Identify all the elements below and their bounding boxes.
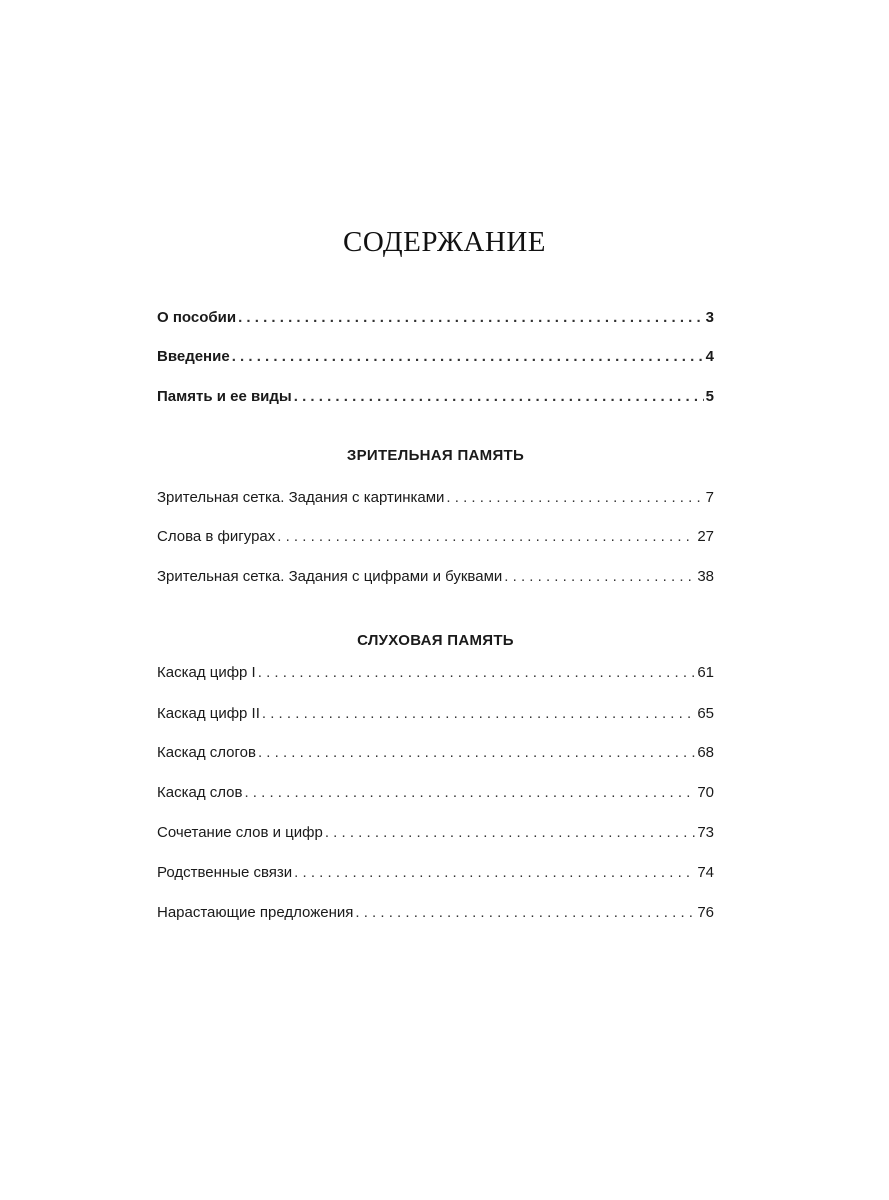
toc-entry-label: Каскад слов: [157, 784, 243, 801]
toc-entry-label: Каскад слогов: [157, 744, 256, 761]
dot-leader: [277, 526, 695, 548]
toc-entry-page: 70: [697, 784, 714, 801]
dot-leader: [294, 386, 704, 408]
toc-entry-label: Сочетание слов и цифр: [157, 824, 323, 841]
toc-entry-page: 27: [697, 528, 714, 545]
toc-entry-page: 3: [705, 309, 714, 326]
toc-entry-label: Слова в фигурах: [157, 528, 276, 545]
toc-entry[interactable]: [157, 782, 714, 804]
toc-entry[interactable]: [157, 487, 714, 509]
toc-entry[interactable]: [157, 822, 714, 844]
toc-entry-page: 73: [697, 824, 714, 841]
toc-entry-page: 74: [697, 864, 714, 881]
toc-entry-label: Нарастающие предложения: [157, 904, 354, 921]
toc-entry-label: Родственные связи: [157, 864, 293, 881]
toc-entry-page: 7: [705, 489, 714, 506]
toc-entry-label: Введение: [157, 348, 230, 365]
section-heading-auditory-memory: СЛУХОВАЯ ПАМЯТЬ: [357, 632, 514, 649]
dot-leader: [294, 862, 695, 884]
dot-leader: [504, 566, 695, 588]
dot-leader: [244, 782, 695, 804]
dot-leader: [258, 742, 695, 764]
toc-entry-page: 4: [705, 348, 714, 365]
page-title: СОДЕРЖАНИЕ: [343, 226, 546, 258]
section-heading-visual-memory: ЗРИТЕЛЬНАЯ ПАМЯТЬ: [346, 447, 525, 464]
toc-entry[interactable]: [157, 742, 714, 764]
toc-entry-label: Зрительная сетка. Задания с цифрами и буквами: [157, 568, 503, 585]
dot-leader: [258, 662, 696, 684]
toc-entry-introduction[interactable]: [157, 346, 714, 368]
toc-entry-page: 68: [697, 744, 714, 761]
dot-leader: [232, 346, 704, 368]
toc-entry-page: 5: [705, 388, 714, 405]
toc-entry-label: О пособии: [157, 309, 237, 326]
toc-entry-label: Каскад цифр I: [157, 664, 256, 681]
toc-entry[interactable]: [157, 566, 714, 588]
toc-entry-page: 38: [697, 568, 714, 585]
dot-leader: [262, 703, 695, 725]
toc-entry[interactable]: [157, 526, 714, 548]
toc-entry[interactable]: [157, 862, 714, 884]
toc-entry[interactable]: [157, 703, 714, 725]
toc-entry-memory-types[interactable]: [157, 386, 714, 408]
toc-entry-page: 76: [697, 904, 714, 921]
dot-leader: [355, 902, 695, 924]
dot-leader: [238, 307, 704, 329]
toc-entry-label: Память и ее виды: [157, 388, 292, 405]
toc-entry-page: 61: [697, 664, 714, 681]
toc-entry-label: Зрительная сетка. Задания с картинками: [157, 489, 445, 506]
toc-entry-label: Каскад цифр II: [157, 705, 260, 722]
toc-entry[interactable]: [157, 662, 714, 684]
toc-entry-about[interactable]: [157, 307, 714, 329]
toc-entry-page: 65: [697, 705, 714, 722]
dot-leader: [325, 822, 695, 844]
dot-leader: [446, 487, 703, 509]
toc-entry[interactable]: [157, 902, 714, 924]
